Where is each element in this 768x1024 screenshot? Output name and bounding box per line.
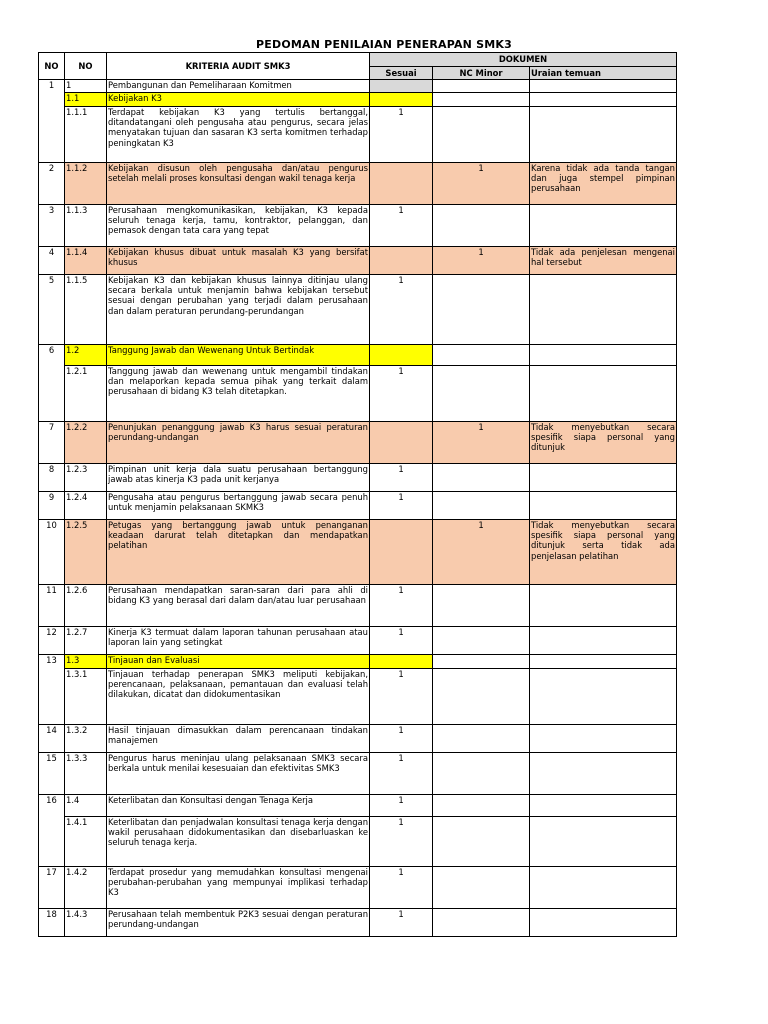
uraian-cell bbox=[530, 817, 677, 867]
criteria-code: 1 bbox=[65, 80, 107, 93]
nc-minor-cell bbox=[433, 725, 530, 753]
criteria-text: Terdapat prosedur yang memudahkan konsultasi mengenai perubahan-perubahan yang mempunyai implikasi terhadap K3 bbox=[107, 867, 370, 909]
nc-minor-cell: 1 bbox=[433, 520, 530, 585]
criteria-code: 1.2.5 bbox=[65, 520, 107, 585]
criteria-code: 1.2.7 bbox=[65, 627, 107, 655]
uraian-cell bbox=[530, 867, 677, 909]
sesuai-cell: 1 bbox=[370, 627, 433, 655]
sesuai-cell bbox=[370, 247, 433, 275]
uraian-cell bbox=[530, 725, 677, 753]
sesuai-cell: 1 bbox=[370, 725, 433, 753]
nc-minor-cell bbox=[433, 669, 530, 725]
criteria-text: Perusahaan mendapatkan saran-saran dari para ahli di bidang K3 yang berasal dari dalam dan/atau luar perusahaan bbox=[107, 585, 370, 627]
sesuai-cell: 1 bbox=[370, 464, 433, 492]
uraian-cell bbox=[530, 492, 677, 520]
uraian-cell: Karena tidak ada tanda tangan dan juga stempel pimpinan perusahaan bbox=[530, 163, 677, 205]
criteria-text: Terdapat kebijakan K3 yang tertulis bertanggal, ditandatangani oleh pengusaha atau pengurus, secara jelas menyatakan tujuan dan sasaran K3 serta komitmen terhadap peningkatan K3 bbox=[107, 107, 370, 163]
criteria-code: 1.1.1 bbox=[65, 107, 107, 163]
nc-minor-cell bbox=[433, 585, 530, 627]
sesuai-cell: 1 bbox=[370, 753, 433, 795]
uraian-cell bbox=[530, 366, 677, 422]
criteria-text: Keterlibatan dan penjadwalan konsultasi tenaga kerja dengan wakil perusahaan didokumentasikan dan disebarluaskan ke seluruh tenaga kerja. bbox=[107, 817, 370, 867]
row-number: 6 bbox=[39, 345, 65, 422]
header-no-code: NO bbox=[65, 53, 107, 80]
sesuai-cell: 1 bbox=[370, 366, 433, 422]
row-number: 10 bbox=[39, 520, 65, 585]
uraian-cell bbox=[530, 627, 677, 655]
criteria-code: 1.3.2 bbox=[65, 725, 107, 753]
criteria-text: Pimpinan unit kerja dala suatu perusahaan bertanggung jawab atas kinerja K3 pada unit kerjanya bbox=[107, 464, 370, 492]
sesuai-cell bbox=[370, 163, 433, 205]
criteria-code: 1.4.2 bbox=[65, 867, 107, 909]
row-number: 18 bbox=[39, 909, 65, 937]
sesuai-cell: 1 bbox=[370, 205, 433, 247]
criteria-text: Kebijakan khusus dibuat untuk masalah K3 yang bersifat khusus bbox=[107, 247, 370, 275]
criteria-text: Keterlibatan dan Konsultasi dengan Tenaga Kerja bbox=[107, 795, 370, 817]
uraian-cell bbox=[530, 655, 677, 669]
nc-minor-cell bbox=[433, 93, 530, 107]
nc-minor-cell bbox=[433, 80, 530, 93]
criteria-text: Pengusaha atau pengurus bertanggung jawab secara penuh untuk menjamin pelaksanaan SKMK3 bbox=[107, 492, 370, 520]
nc-minor-cell bbox=[433, 464, 530, 492]
nc-minor-cell bbox=[433, 345, 530, 366]
nc-minor-cell bbox=[433, 205, 530, 247]
row-number: 14 bbox=[39, 725, 65, 753]
sesuai-cell: 1 bbox=[370, 817, 433, 867]
row-number: 3 bbox=[39, 205, 65, 247]
criteria-text: Petugas yang bertanggung jawab untuk penanganan keadaan darurat telah ditetapkan dan mendapatkan pelatihan bbox=[107, 520, 370, 585]
sesuai-cell: 1 bbox=[370, 585, 433, 627]
row-number: 8 bbox=[39, 464, 65, 492]
nc-minor-cell bbox=[433, 753, 530, 795]
uraian-cell bbox=[530, 93, 677, 107]
uraian-cell bbox=[530, 107, 677, 163]
criteria-code: 1.2.6 bbox=[65, 585, 107, 627]
uraian-cell bbox=[530, 753, 677, 795]
criteria-text: Tinjauan terhadap penerapan SMK3 meliputi kebijakan, perencanaan, pelaksanaan, pemantauan dan evaluasi telah dilakukan, dicatat dan didokumentasikan bbox=[107, 669, 370, 725]
row-number: 1 bbox=[39, 80, 65, 163]
uraian-cell: Tidak ada penjelesan mengenai hal tersebut bbox=[530, 247, 677, 275]
section-title: Tanggung Jawab dan Wewenang Untuk Bertindak bbox=[107, 345, 370, 366]
nc-minor-cell bbox=[433, 795, 530, 817]
row-number: 13 bbox=[39, 655, 65, 725]
section-title: Tinjauan dan Evaluasi bbox=[107, 655, 370, 669]
criteria-code: 1.4 bbox=[65, 795, 107, 817]
uraian-cell: Tidak menyebutkan secara spesifik siapa personal yang ditunjuk bbox=[530, 422, 677, 464]
nc-minor-cell: 1 bbox=[433, 247, 530, 275]
nc-minor-cell bbox=[433, 817, 530, 867]
document-title: PEDOMAN PENILAIAN PENERAPAN SMK3 bbox=[256, 38, 512, 51]
sesuai-cell: 1 bbox=[370, 909, 433, 937]
row-number: 12 bbox=[39, 627, 65, 655]
criteria-text: Kebijakan K3 dan kebijakan khusus lainnya ditinjau ulang secara berkala untuk menjamin bahwa kebijakan tersebut sesuai dengan perubahan yang terjadi dalam perusahaan dan dalam peraturan perundang-perundangan bbox=[107, 275, 370, 345]
sesuai-cell: 1 bbox=[370, 669, 433, 725]
row-number: 7 bbox=[39, 422, 65, 464]
header-uraian: Uraian temuan bbox=[530, 67, 677, 80]
row-number: 16 bbox=[39, 795, 65, 867]
criteria-code: 1.1.4 bbox=[65, 247, 107, 275]
section-title: Kebijakan K3 bbox=[107, 93, 370, 107]
row-number: 11 bbox=[39, 585, 65, 627]
row-number: 5 bbox=[39, 275, 65, 345]
audit-table bbox=[38, 52, 677, 937]
criteria-code: 1.2.2 bbox=[65, 422, 107, 464]
nc-minor-cell bbox=[433, 655, 530, 669]
uraian-cell bbox=[530, 909, 677, 937]
criteria-code: 1.1.5 bbox=[65, 275, 107, 345]
uraian-cell bbox=[530, 275, 677, 345]
sesuai-cell: 1 bbox=[370, 492, 433, 520]
sesuai-cell bbox=[370, 93, 433, 107]
sesuai-cell: 1 bbox=[370, 107, 433, 163]
criteria-text: Perusahaan telah membentuk P2K3 sesuai dengan peraturan perundang-undangan bbox=[107, 909, 370, 937]
nc-minor-cell: 1 bbox=[433, 422, 530, 464]
sesuai-cell bbox=[370, 345, 433, 366]
sesuai-cell: 1 bbox=[370, 867, 433, 909]
header-nc-minor: NC Minor bbox=[433, 67, 530, 80]
criteria-text: Hasil tinjauan dimasukkan dalam perencanaan tindakan manajemen bbox=[107, 725, 370, 753]
uraian-cell bbox=[530, 585, 677, 627]
nc-minor-cell bbox=[433, 107, 530, 163]
criteria-text: Penunjukan penanggung jawab K3 harus sesuai peraturan perundang-undangan bbox=[107, 422, 370, 464]
criteria-text: Perusahaan mengkomunikasikan, kebijakan, K3 kepada seluruh tenaga kerja, tamu, kontraktor, pelanggan, dan pemasok dengan tata cara yang tepat bbox=[107, 205, 370, 247]
criteria-text: Pengurus harus meninjau ulang pelaksanaan SMK3 secara berkala untuk menilai kesesuaian dan efektivitas SMK3 bbox=[107, 753, 370, 795]
uraian-cell bbox=[530, 464, 677, 492]
uraian-cell bbox=[530, 205, 677, 247]
sesuai-cell: 1 bbox=[370, 275, 433, 345]
nc-minor-cell bbox=[433, 275, 530, 345]
header-sesuai: Sesuai bbox=[370, 67, 433, 80]
sesuai-cell bbox=[370, 80, 433, 93]
criteria-code: 1.4.3 bbox=[65, 909, 107, 937]
criteria-text: Kinerja K3 termuat dalam laporan tahunan perusahaan atau laporan lain yang setingkat bbox=[107, 627, 370, 655]
criteria-code: 1.1.3 bbox=[65, 205, 107, 247]
uraian-cell: Tidak menyebutkan secara spesifik siapa personal yang ditunjuk serta tidak ada penjelasan pelatihan bbox=[530, 520, 677, 585]
header-no: NO bbox=[39, 53, 65, 80]
criteria-code: 1.2.4 bbox=[65, 492, 107, 520]
nc-minor-cell bbox=[433, 867, 530, 909]
uraian-cell bbox=[530, 669, 677, 725]
criteria-code: 1.2.3 bbox=[65, 464, 107, 492]
criteria-code: 1.4.1 bbox=[65, 817, 107, 867]
criteria-text: Tanggung jawab dan wewenang untuk mengambil tindakan dan melaporkan kepada semua pihak yang terkait dalam perusahaan di bidang K3 telah ditetapkan. bbox=[107, 366, 370, 422]
criteria-code: 1.3.3 bbox=[65, 753, 107, 795]
criteria-code: 1.3.1 bbox=[65, 669, 107, 725]
nc-minor-cell bbox=[433, 909, 530, 937]
uraian-cell bbox=[530, 80, 677, 93]
sesuai-cell bbox=[370, 422, 433, 464]
uraian-cell bbox=[530, 795, 677, 817]
header-kriteria: KRITERIA AUDIT SMK3 bbox=[107, 53, 370, 80]
row-number: 17 bbox=[39, 867, 65, 909]
row-number: 9 bbox=[39, 492, 65, 520]
nc-minor-cell bbox=[433, 627, 530, 655]
nc-minor-cell: 1 bbox=[433, 163, 530, 205]
sesuai-cell: 1 bbox=[370, 795, 433, 817]
uraian-cell bbox=[530, 345, 677, 366]
criteria-code: 1.1.2 bbox=[65, 163, 107, 205]
sesuai-cell bbox=[370, 520, 433, 585]
criteria-text: Pembangunan dan Pemeliharaan Komitmen bbox=[107, 80, 370, 93]
header-dokumen: DOKUMEN bbox=[370, 53, 677, 67]
section-code: 1.1 bbox=[65, 93, 107, 107]
criteria-code: 1.2.1 bbox=[65, 366, 107, 422]
row-number: 2 bbox=[39, 163, 65, 205]
section-code: 1.3 bbox=[65, 655, 107, 669]
section-code: 1.2 bbox=[65, 345, 107, 366]
nc-minor-cell bbox=[433, 492, 530, 520]
row-number: 15 bbox=[39, 753, 65, 795]
nc-minor-cell bbox=[433, 366, 530, 422]
row-number: 4 bbox=[39, 247, 65, 275]
sesuai-cell bbox=[370, 655, 433, 669]
criteria-text: Kebijakan disusun oleh pengusaha dan/atau pengurus setelah melali proses konsultasi dengan wakil tenaga kerja bbox=[107, 163, 370, 205]
